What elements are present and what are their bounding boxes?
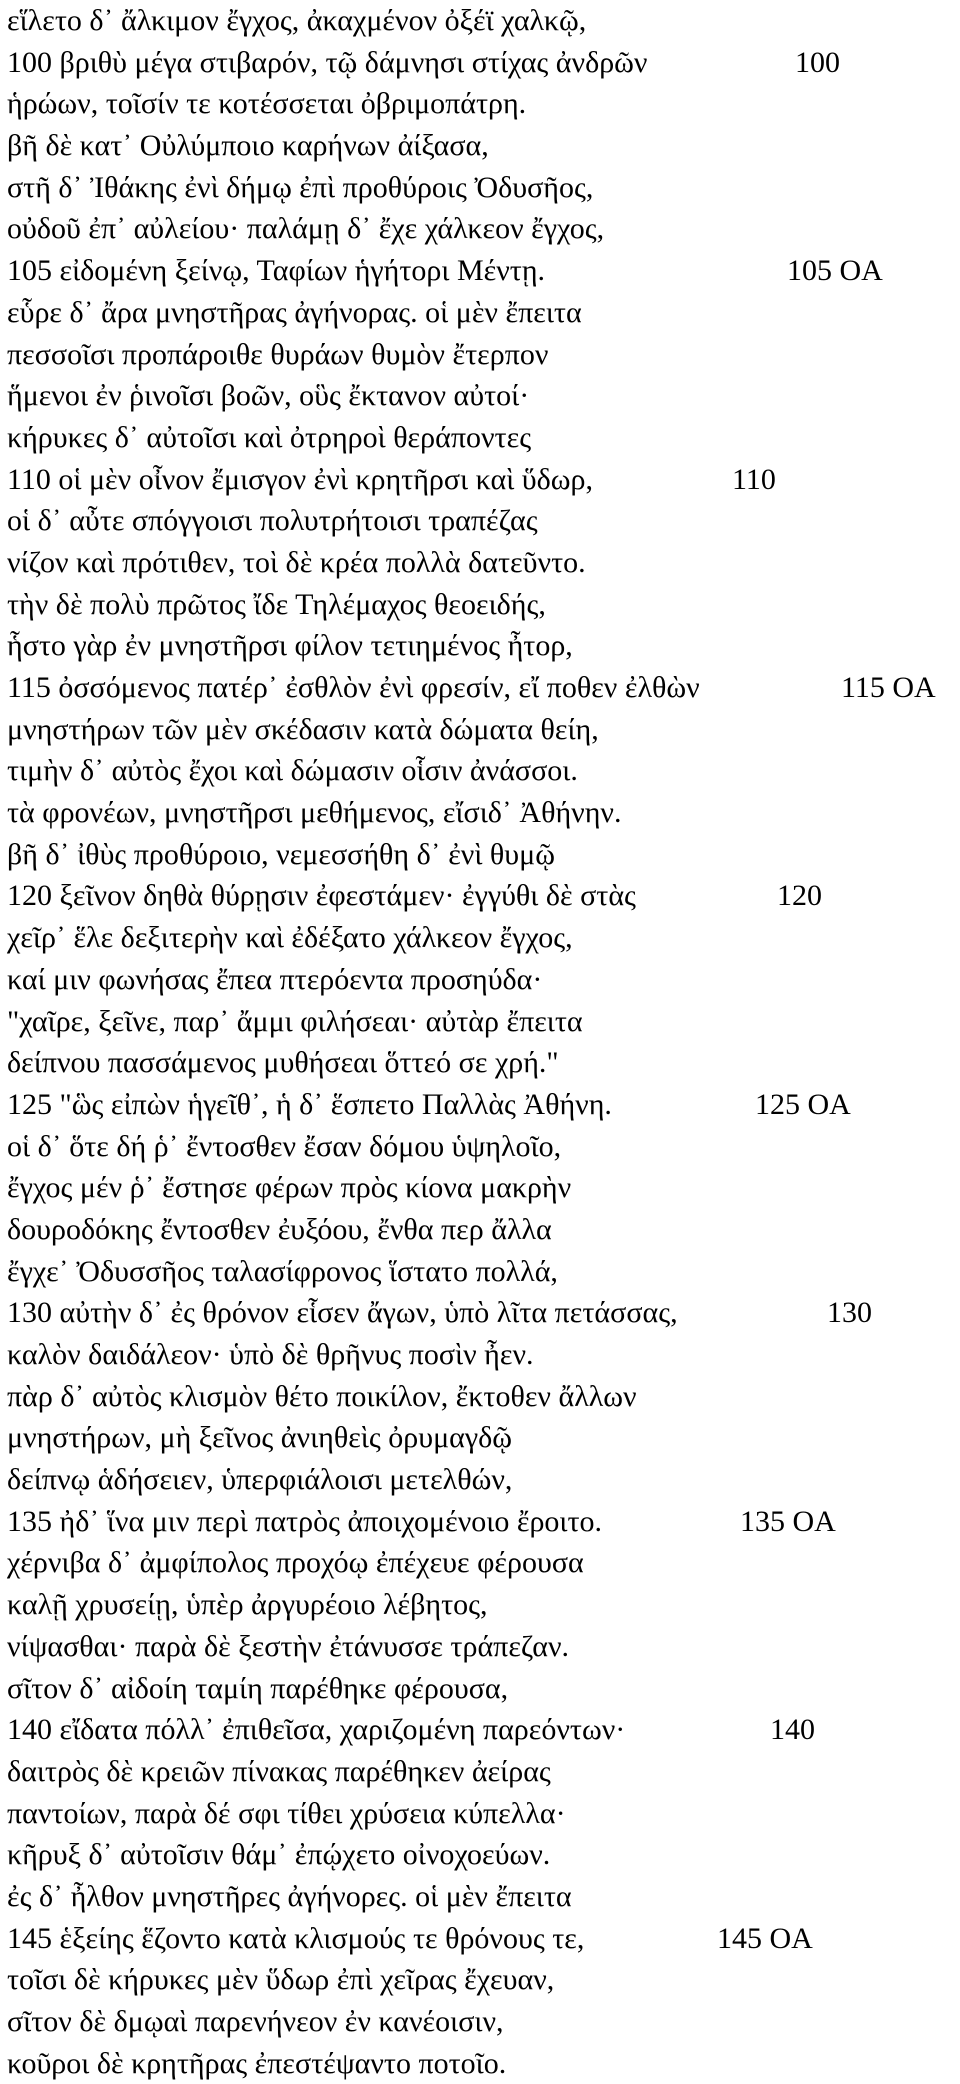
verse-text: "χαῖρε, ξεῖνε, παρ᾽ ἄμμι φιλήσεαι· αὐτὰρ ἔπειτα xyxy=(7,1004,583,1038)
margin-line-number: 115 OA xyxy=(841,671,936,704)
verse-line xyxy=(7,83,957,125)
verse-text: βῆ δὲ κατ᾽ Οὐλύμποιο καρήνων ἀίξασα, xyxy=(7,129,489,163)
verse-text: 105 εἰδομένη ξείνῳ, Ταφίων ἡγήτορι Μέντῃ. xyxy=(7,254,546,288)
verse-line xyxy=(7,1001,957,1043)
verse-line xyxy=(7,1918,957,1960)
verse-text: τὰ φρονέων, μνηστῆρσι μεθήμενος, εἴσιδ᾽ Ἀθήνην. xyxy=(7,796,622,830)
verse-line xyxy=(7,1834,957,1876)
verse-line xyxy=(7,500,957,542)
verse-line xyxy=(7,250,957,292)
margin-line-number: 120 xyxy=(777,879,822,913)
verse-text: στῆ δ᾽ Ἰθάκης ἐνὶ δήμῳ ἐπὶ προθύροις Ὀδυσῆος, xyxy=(7,170,594,204)
verse-line xyxy=(7,584,957,626)
verse-text: τοῖσι δὲ κήρυκες μὲν ὕδωρ ἐπὶ χεῖρας ἔχευαν, xyxy=(7,1963,555,1997)
verse-line xyxy=(7,709,957,751)
verse-text: τιμὴν δ᾽ αὐτὸς ἔχοι καὶ δώμασιν οἷσιν ἀνάσσοι. xyxy=(7,754,578,788)
verse-text: οἱ δ᾽ αὖτε σπόγγοισι πολυτρήτοισι τραπέζας xyxy=(7,504,538,538)
verse-line xyxy=(7,1793,957,1835)
verse-line xyxy=(7,1584,957,1626)
verse-line xyxy=(7,334,957,376)
verse-text: 100 βριθὺ μέγα στιβαρόν, τῷ δάμνησι στίχας ἀνδρῶν xyxy=(7,45,648,79)
verse-text: καλὸν δαιδάλεον· ὑπὸ δὲ θρῆνυς ποσὶν ἦεν. xyxy=(7,1338,534,1371)
verse-text: παντοίων, παρὰ δέ σφι τίθει χρύσεια κύπελλα· xyxy=(7,1796,566,1830)
verse-line xyxy=(7,42,957,84)
verse-line xyxy=(7,875,957,917)
verse-text: 120 ξεῖνον δηθὰ θύρῃσιν ἐφεστάμεν· ἐγγύθι δὲ στὰς xyxy=(7,879,636,913)
verse-line xyxy=(7,1042,957,1084)
verse-line xyxy=(7,1376,957,1418)
verse-text: ἧστο γὰρ ἐν μνηστῆρσι φίλον τετιημένος ἦτορ, xyxy=(7,629,573,663)
verse-line xyxy=(7,1876,957,1918)
verse-line xyxy=(7,750,957,792)
verse-line xyxy=(7,1167,957,1209)
verse-text: καί μιν φωνήσας ἔπεα πτερόεντα προσηύδα· xyxy=(7,962,543,996)
verse-text: 130 αὐτὴν δ᾽ ἐς θρόνον εἷσεν ἄγων, ὑπὸ λῖτα πετάσσας, xyxy=(7,1296,678,1330)
verse-text: 110 οἱ μὲν οἶνον ἔμισγον ἐνὶ κρητῆρσι καὶ ὕδωρ, xyxy=(7,462,593,496)
verse-line xyxy=(7,1126,957,1168)
verse-text: ἡρώων, τοῖσίν τε κοτέσσεται ὀβριμοπάτρη. xyxy=(7,87,527,121)
verse-text: 115 ὀσσόμενος πατέρ᾽ ἐσθλὸν ἐνὶ φρεσίν, εἴ ποθεν ἐλθὼν xyxy=(7,671,700,704)
verse-line xyxy=(7,625,957,667)
verse-text: οἱ δ᾽ ὅτε δή ῥ᾽ ἔντοσθεν ἔσαν δόμου ὑψηλοῖο, xyxy=(7,1129,562,1163)
verse-line xyxy=(7,208,957,250)
verse-text: δουροδόκης ἔντοσθεν ἐυξόου, ἔνθα περ ἄλλα xyxy=(7,1212,552,1246)
verse-line xyxy=(7,2043,957,2084)
verse-line xyxy=(7,834,957,876)
verse-text: 145 ἑξείης ἕζοντο κατὰ κλισμούς τε θρόνους τε, xyxy=(7,1921,585,1955)
verse-text: νίζον καὶ πρότιθεν, τοὶ δὲ κρέα πολλὰ δατεῦντο. xyxy=(7,545,586,579)
verse-text: 125 "ὣς εἰπὼν ἡγεῖθ᾽, ἡ δ᾽ ἕσπετο Παλλὰς Ἀθήνη. xyxy=(7,1087,612,1121)
verse-line xyxy=(7,1959,957,2001)
margin-line-number: 135 OA xyxy=(740,1504,836,1538)
verse-text: ἐς δ᾽ ἦλθον μνηστῆρες ἀγήνορες. οἱ μὲν ἔπειτα xyxy=(7,1879,572,1913)
greek-text-body xyxy=(7,0,957,2084)
verse-text: σῖτον δὲ δμῳαὶ παρενήνεον ἐν κανέοισιν, xyxy=(7,2005,504,2038)
verse-text: ἔγχος μέν ῥ᾽ ἔστησε φέρων πρὸς κίονα μακρὴν xyxy=(7,1171,572,1205)
verse-text: κοῦροι δὲ κρητῆρας ἐπεστέψαντο ποτοῖο. xyxy=(7,2046,507,2080)
verse-text: κήρυκες δ᾽ αὐτοῖσι καὶ ὀτρηροὶ θεράποντες xyxy=(7,420,532,454)
verse-line xyxy=(7,1751,957,1793)
verse-line xyxy=(7,1209,957,1251)
verse-text: μνηστήρων τῶν μὲν σκέδασιν κατὰ δώματα θείη, xyxy=(7,712,599,746)
margin-line-number: 100 xyxy=(795,45,840,79)
verse-text: μνηστήρων, μὴ ξεῖνος ἀνιηθεὶς ὀρυμαγδῷ xyxy=(7,1421,513,1455)
margin-line-number: 110 xyxy=(732,462,776,496)
verse-text: δαιτρὸς δὲ κρειῶν πίνακας παρέθηκεν ἀείρας xyxy=(7,1754,551,1788)
verse-text: δείπνου πασσάμενος μυθήσεαι ὅττεό σε χρή." xyxy=(7,1046,559,1080)
verse-text: νίψασθαι· παρὰ δὲ ξεστὴν ἐτάνυσσε τράπεζαν. xyxy=(7,1629,570,1663)
verse-line xyxy=(7,1709,957,1751)
margin-line-number: 140 xyxy=(770,1713,815,1747)
verse-line xyxy=(7,1251,957,1293)
verse-text: δείπνῳ ἁδήσειεν, ὑπερφιάλοισι μετελθών, xyxy=(7,1463,513,1497)
verse-text: 140 εἴδατα πόλλ᾽ ἐπιθεῖσα, χαριζομένη παρεόντων· xyxy=(7,1713,626,1747)
verse-line xyxy=(7,1626,957,1668)
verse-line xyxy=(7,1292,957,1334)
verse-line xyxy=(7,2001,957,2043)
verse-text: 135 ἠδ᾽ ἵνα μιν περὶ πατρὸς ἀποιχομένοιο ἔροιτο. xyxy=(7,1504,603,1538)
verse-text: καλῇ χρυσείῃ, ὑπὲρ ἀργυρέοιο λέβητος, xyxy=(7,1588,488,1622)
verse-text: ἥμενοι ἐν ῥινοῖσι βοῶν, οὓς ἔκτανον αὐτοί· xyxy=(7,379,530,413)
verse-line xyxy=(7,792,957,834)
verse-text: εὗρε δ᾽ ἄρα μνηστῆρας ἀγήνορας. οἱ μὲν ἔπειτα xyxy=(7,295,582,329)
verse-line xyxy=(7,1417,957,1459)
verse-text: κῆρυξ δ᾽ αὐτοῖσιν θάμ᾽ ἐπῴχετο οἰνοχοεύων. xyxy=(7,1838,551,1872)
verse-line xyxy=(7,959,957,1001)
verse-line xyxy=(7,667,957,709)
verse-line xyxy=(7,1542,957,1584)
verse-text: εἵλετο δ᾽ ἄλκιμον ἔγχος, ἀκαχμένον ὀξέϊ χαλκῷ, xyxy=(7,4,587,37)
verse-text: πὰρ δ᾽ αὐτὸς κλισμὸν θέτο ποικίλον, ἔκτοθεν ἄλλων xyxy=(7,1379,637,1413)
verse-text: χέρνιβα δ᾽ ἀμφίπολος προχόῳ ἐπέχευε φέρουσα xyxy=(7,1546,584,1580)
verse-text: σῖτον δ᾽ αἰδοίη ταμίη παρέθηκε φέρουσα, xyxy=(7,1671,509,1705)
verse-line xyxy=(7,1501,957,1543)
verse-line xyxy=(7,1334,957,1376)
verse-line xyxy=(7,1459,957,1501)
verse-text: τὴν δὲ πολὺ πρῶτος ἴδε Τηλέμαχος θεοειδής, xyxy=(7,587,546,621)
verse-line xyxy=(7,917,957,959)
verse-line xyxy=(7,1084,957,1126)
verse-line xyxy=(7,375,957,417)
margin-line-number: 145 OA xyxy=(717,1921,813,1955)
margin-line-number: 125 OA xyxy=(755,1087,851,1121)
verse-text: βῆ δ᾽ ἰθὺς προθύροιο, νεμεσσήθη δ᾽ ἐνὶ θυμῷ xyxy=(7,837,555,871)
verse-line xyxy=(7,167,957,209)
verse-line xyxy=(7,459,957,501)
verse-line xyxy=(7,417,957,459)
verse-text: ἔγχε᾽ Ὀδυσσῆος ταλασίφρονος ἵστατο πολλά, xyxy=(7,1254,558,1288)
verse-line xyxy=(7,125,957,167)
verse-line xyxy=(7,0,957,42)
margin-line-number: 105 OA xyxy=(787,254,883,288)
verse-line xyxy=(7,542,957,584)
verse-text: πεσσοῖσι προπάροιθε θυράων θυμὸν ἔτερπον xyxy=(7,337,549,371)
verse-text: χεῖρ᾽ ἕλε δεξιτερὴν καὶ ἐδέξατο χάλκεον ἔγχος, xyxy=(7,921,573,955)
verse-line xyxy=(7,1668,957,1710)
verse-text: οὐδοῦ ἐπ᾽ αὐλείου· παλάμῃ δ᾽ ἔχε χάλκεον ἔγχος, xyxy=(7,212,605,246)
margin-line-number: 130 xyxy=(827,1296,872,1330)
verse-line xyxy=(7,292,957,334)
